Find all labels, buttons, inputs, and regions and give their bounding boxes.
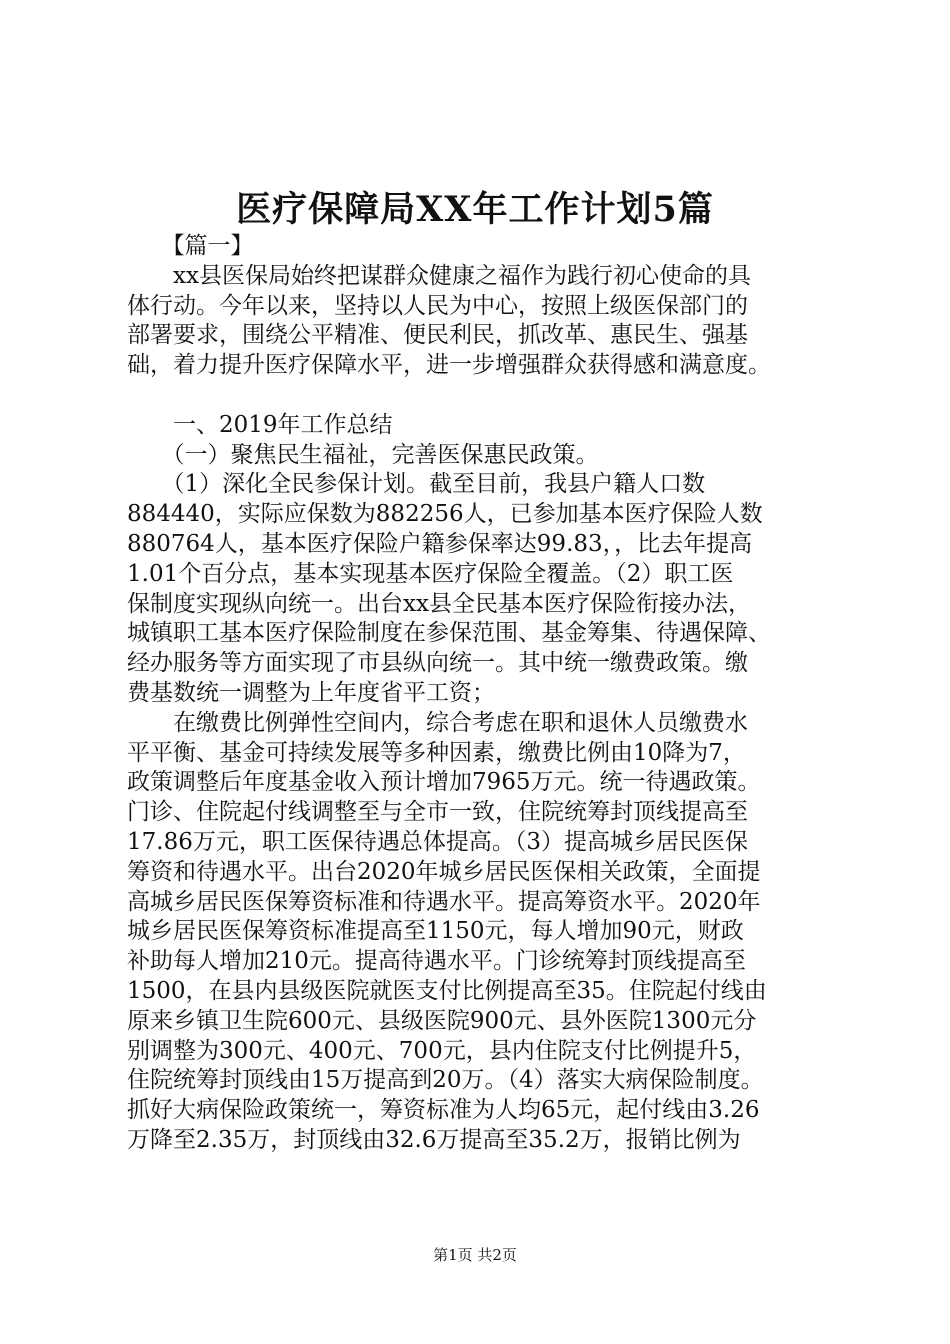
paragraph-line: 在缴费比例弹性空间内，综合考虑在职和退休人员缴费水 <box>127 709 748 736</box>
paragraph-line: 1.01个百分点，基本实现基本医疗保险全覆盖。（2）职工医 <box>127 560 734 587</box>
paragraph-line: 经办服务等方面实现了市县纵向统一。其中统一缴费政策。缴 <box>127 650 748 677</box>
paragraph-line: 880764人，基本医疗保险户籍参保率达99.83，，比去年提高 <box>127 530 753 557</box>
paragraph-line: 17.86万元，职工医保待遇总体提高。（3）提高城乡居民医保 <box>127 828 748 855</box>
paragraph-line: 抓好大病保险政策统一，筹资标准为人均65元，起付线由3.26 <box>127 1097 760 1124</box>
document-body <box>127 232 827 1156</box>
subsection-heading: （一）聚焦民生福祉，完善医保惠民政策。 <box>127 441 599 468</box>
paragraph-line: 平平衡、基金可持续发展等多种因素，缴费比例由10降为7， <box>127 739 746 766</box>
paragraph-line: 政策调整后年度基金收入预计增加7965万元。统一待遇政策。 <box>127 769 761 796</box>
paragraph-line: 884440，实际应保数为882256人，已参加基本医疗保险人数 <box>127 501 763 528</box>
paragraph-line: 1500，在县内县级医院就医支付比例提高至35。住院起付线由 <box>127 977 767 1004</box>
document-title: 医疗保障局XX年工作计划5篇 <box>236 189 714 230</box>
paragraph-line: 原来乡镇卫生院600元、县级医院900元、县外医院1300元分 <box>127 1007 757 1034</box>
paragraph-line: 住院统筹封顶线由15万提高到20万。（4）落实大病保险制度。 <box>127 1067 764 1094</box>
paragraph-line: xx县医保局始终把谋群众健康之福作为践行初心使命的具 <box>127 262 751 289</box>
paragraph-line: 门诊、住院起付线调整至与全市一致，住院统筹封顶线提高至 <box>127 799 748 826</box>
paragraph-line: 础，着力提升医疗保障水平，进一步增强群众获得感和满意度。 <box>127 352 771 379</box>
paragraph-gap <box>127 381 827 411</box>
paragraph-line: （1）深化全民参保计划。截至目前，我县户籍人口数 <box>127 471 706 498</box>
paragraph-line: 补助每人增加210元。提高待遇水平。门诊统筹封顶线提高至 <box>127 948 746 975</box>
paragraph-line: 部署要求，围绕公平精准、便民利民，抓改革、惠民生、强基 <box>127 322 748 349</box>
section-heading: 【篇一】 <box>127 233 254 259</box>
paragraph-line: 体行动。今年以来，坚持以人民为中心，按照上级医保部门的 <box>127 292 748 319</box>
paragraph-line: 保制度实现纵向统一。出台xx县全民基本医疗保险衔接办法， <box>127 590 751 617</box>
paragraph-line: 万降至2.35万，封顶线由32.6万提高至35.2万，报销比例为 <box>127 1126 741 1153</box>
section-heading: 一、2019年工作总结 <box>127 411 393 438</box>
page-number-footer: 第1页 共2页 <box>433 1246 517 1264</box>
paragraph-line: 城镇职工基本医疗保险制度在参保范围、基金筹集、待遇保障、 <box>127 620 771 647</box>
paragraph-line: 别调整为300元、400元、700元，县内住院支付比例提升5， <box>127 1037 757 1064</box>
paragraph-line: 费基数统一调整为上年度省平工资； <box>127 679 495 706</box>
paragraph-line: 高城乡居民医保筹资标准和待遇水平。提高筹资水平。2020年 <box>127 888 761 915</box>
paragraph-line: 筹资和待遇水平。出台2020年城乡居民医保相关政策，全面提 <box>127 858 761 885</box>
paragraph-line: 城乡居民医保筹资标准提高至1150元，每人增加90元，财政 <box>127 918 744 945</box>
